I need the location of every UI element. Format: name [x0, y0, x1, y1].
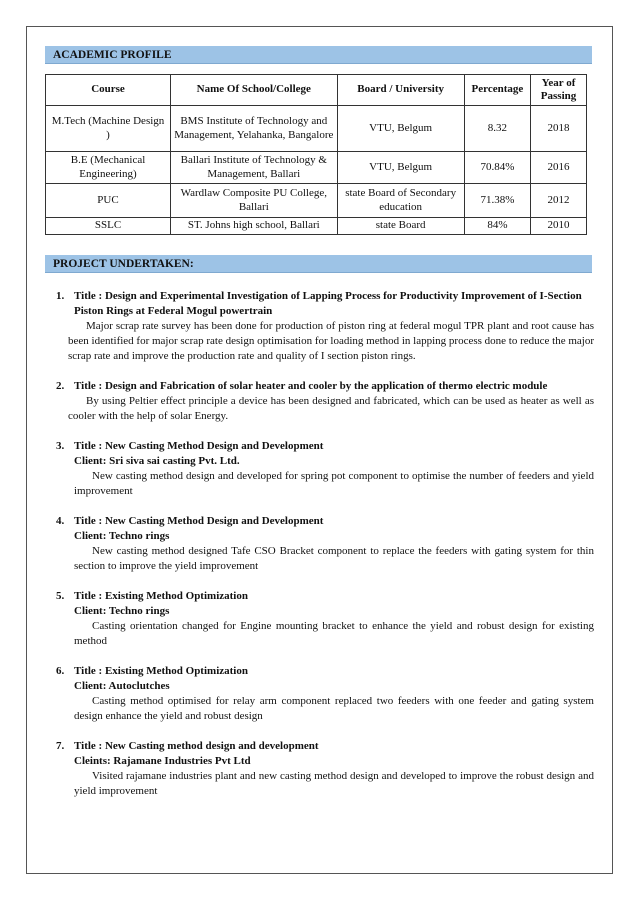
project-title: Title : New Casting Method Design and Development [74, 515, 324, 527]
academic-table [45, 74, 587, 235]
project-number: 6. [56, 665, 65, 677]
cell-board: state Board of Secondary education [337, 184, 464, 218]
project-title: Title : New Casting method design and development [74, 740, 319, 752]
cell-course: B.E (Mechanical Engineering) [46, 152, 171, 184]
project-description: By using Peltier effect principle a device has been designed and fabricated, which can be used as heater as well as cooler with the help of solar Energy. [68, 395, 594, 422]
list-item [56, 664, 594, 724]
cell-percentage: 8.32 [464, 106, 530, 152]
list-item [56, 439, 594, 499]
cell-percentage: 70.84% [464, 152, 530, 184]
project-number: 5. [56, 590, 65, 602]
project-title: Title : Design and Experimental Investigation of Lapping Process for Productivity Improvement of I-Section Piston Rings at Federal Mogul powertrain [74, 290, 582, 317]
cell-board: VTU, Belgum [337, 106, 464, 152]
header-year: Year of Passing [531, 75, 587, 106]
cell-school: ST. Johns high school, Ballari [171, 218, 338, 235]
project-number: 2. [56, 380, 65, 392]
cell-school: Ballari Institute of Technology & Management, Ballari [171, 152, 338, 184]
cell-board: VTU, Belgum [337, 152, 464, 184]
list-item [56, 739, 594, 799]
header-course: Course [46, 75, 171, 106]
table-row [46, 218, 587, 235]
cell-course: SSLC [46, 218, 171, 235]
header-school: Name Of School/College [171, 75, 338, 106]
table-header-row [46, 75, 587, 106]
project-title: Title : Existing Method Optimization [74, 665, 248, 677]
project-title: Title : New Casting Method Design and Development [74, 440, 324, 452]
cell-year: 2010 [531, 218, 587, 235]
project-description: Casting method optimised for relay arm component replaced two feeders with one feeder and gating system design enhance the yield and robust design [74, 695, 594, 722]
project-description: Visited rajamane industries plant and new casting method design and developed to improve the robust design and yield improvement [74, 770, 594, 797]
cell-course: M.Tech (Machine Design ) [46, 106, 171, 152]
project-client: Client: Sri siva sai casting Pvt. Ltd. [74, 455, 240, 467]
header-percentage: Percentage [464, 75, 530, 106]
cell-percentage: 84% [464, 218, 530, 235]
project-description: Casting orientation changed for Engine mounting bracket to enhance the yield and robust design for existing method [74, 620, 594, 647]
project-description: Major scrap rate survey has been done for production of piston ring at federal mogul TPR plant and root cause has been identified for major scrap rate design optimisation for loading method in lapping process done to reduce the major scrap rate and improve the production rate and quality of I section piston rings. [68, 320, 595, 362]
list-item [56, 514, 594, 574]
cell-percentage: 71.38% [464, 184, 530, 218]
cell-year: 2018 [531, 106, 587, 152]
project-description: New casting method designed Tafe CSO Bracket component to replace the feeders with gating system for thin section to improve the yield improvement [74, 545, 594, 572]
cell-course: PUC [46, 184, 171, 218]
project-title: Title : Existing Method Optimization [74, 590, 248, 602]
project-client: Client: Autoclutches [74, 680, 170, 692]
project-client: Client: Techno rings [74, 530, 170, 542]
project-number: 4. [56, 515, 65, 527]
project-title: Title : Design and Fabrication of solar heater and cooler by the application of thermo electric module [74, 380, 548, 392]
project-client: Client: Techno rings [74, 605, 170, 617]
cell-board: state Board [337, 218, 464, 235]
project-undertaken-heading: PROJECT UNDERTAKEN: [45, 255, 592, 273]
cell-school: BMS Institute of Technology and Management, Yelahanka, Bangalore [171, 106, 338, 152]
table-row [46, 152, 587, 184]
cell-year: 2012 [531, 184, 587, 218]
project-number: 1. [56, 290, 65, 302]
cell-year: 2016 [531, 152, 587, 184]
table-row [46, 184, 587, 218]
project-client: Cleints: Rajamane Industries Pvt Ltd [74, 755, 251, 767]
list-item [56, 589, 594, 649]
project-number: 7. [56, 740, 65, 752]
table-row [46, 106, 587, 152]
cell-school: Wardlaw Composite PU College, Ballari [171, 184, 338, 218]
list-item [56, 379, 594, 424]
academic-profile-heading: ACADEMIC PROFILE [45, 46, 592, 64]
project-list [56, 289, 594, 814]
header-board: Board / University [337, 75, 464, 106]
project-description: New casting method design and developed for spring pot component to optimise the number of feeders and yield improvement [74, 470, 594, 497]
list-item [56, 289, 594, 364]
project-number: 3. [56, 440, 65, 452]
